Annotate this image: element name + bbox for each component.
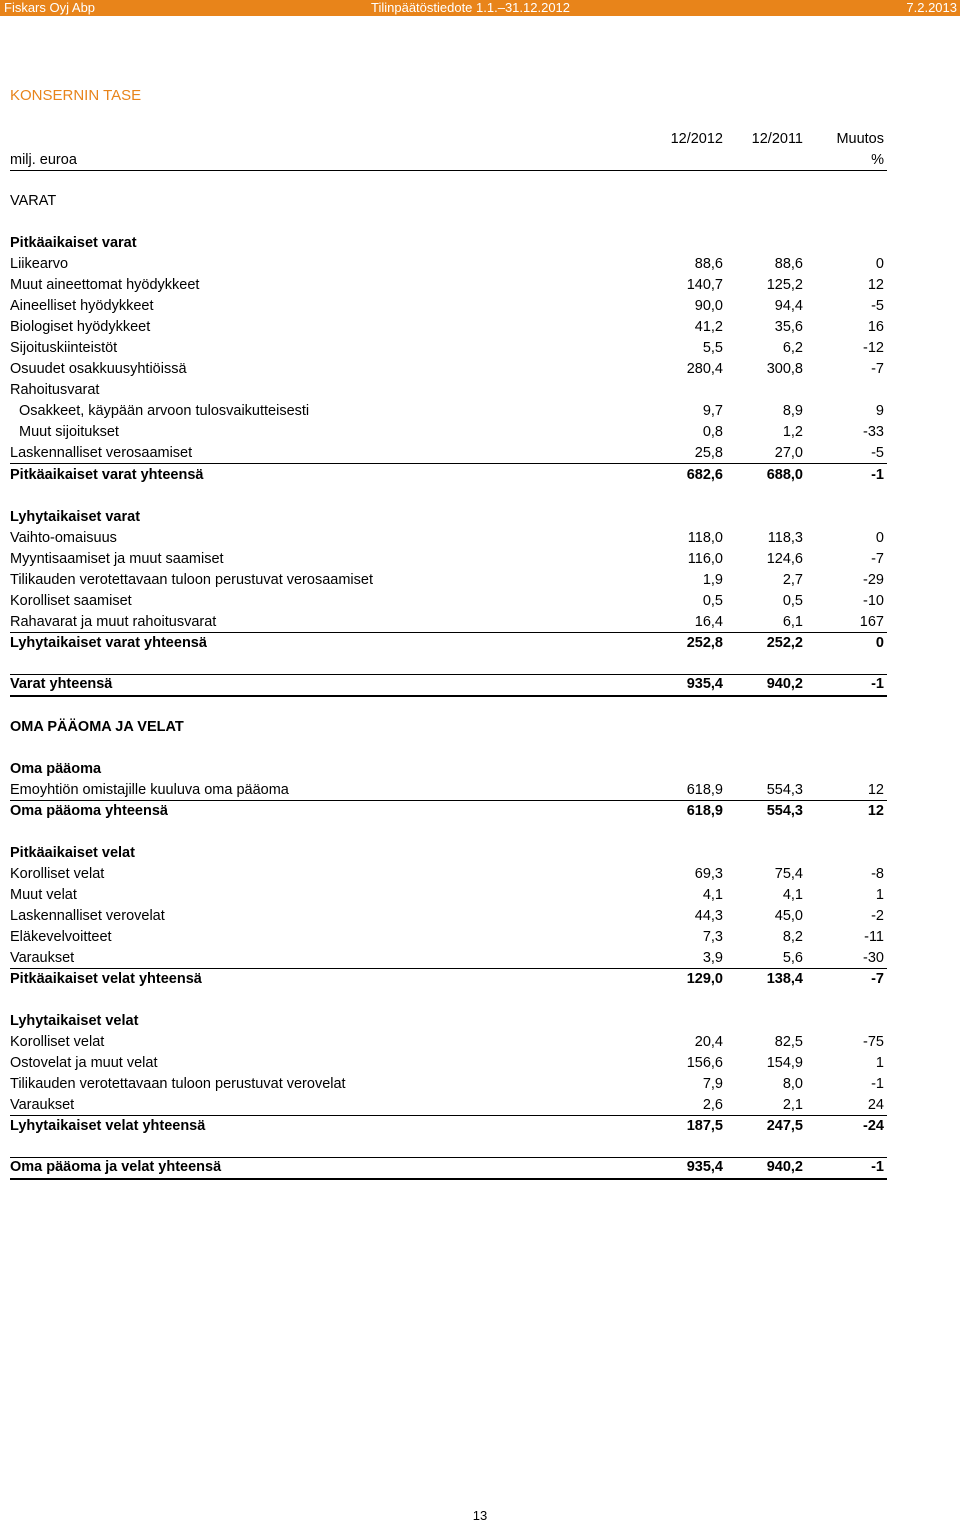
value-change: -33 <box>863 424 884 440</box>
value-2012: 41,2 <box>694 319 723 335</box>
column-header-unit: milj. euroa <box>10 152 77 168</box>
table-row <box>10 443 887 464</box>
value-change: 1 <box>875 1055 884 1071</box>
table-row <box>10 507 887 528</box>
table-row <box>10 1053 887 1074</box>
value-2012: 280,4 <box>686 361 723 377</box>
value-change: -5 <box>871 445 884 461</box>
row-label: Muut sijoitukset <box>19 424 119 440</box>
value-2012: 5,5 <box>702 340 723 356</box>
value-change: 0 <box>875 256 884 272</box>
row-label: Laskennalliset verosaamiset <box>10 445 193 461</box>
table-row <box>10 759 887 780</box>
value-2012: 935,4 <box>686 1159 723 1175</box>
value-change: 16 <box>867 319 884 335</box>
table-row <box>10 1032 887 1053</box>
table-row <box>10 380 887 401</box>
value-change: -11 <box>864 929 884 945</box>
value-2011: 2,7 <box>782 572 803 588</box>
row-label: Ostovelat ja muut velat <box>10 1055 158 1071</box>
row-label: Oma pääoma yhteensä <box>10 803 168 819</box>
value-2012: 0,8 <box>702 424 723 440</box>
table-row <box>10 591 887 612</box>
value-2012: 252,8 <box>686 635 723 651</box>
header-report-title: Tilinpäätöstiedote 1.1.–31.12.2012 <box>371 0 571 15</box>
row-label: Korolliset velat <box>10 866 105 882</box>
value-2011: 300,8 <box>766 361 803 377</box>
row-label: Pitkäaikaiset varat <box>10 235 137 251</box>
value-change: -30 <box>863 950 884 966</box>
table-row <box>10 296 887 317</box>
value-change: -1 <box>871 1159 884 1175</box>
row-label: Aineelliset hyödykkeet <box>10 298 154 314</box>
value-change: -5 <box>871 298 884 314</box>
value-2011: 154,9 <box>766 1055 803 1071</box>
row-label: Sijoituskiinteistöt <box>10 340 118 356</box>
value-change: -2 <box>871 908 884 924</box>
row-label: Laskennalliset verovelat <box>10 908 165 924</box>
row-label: Varaukset <box>10 1097 75 1113</box>
table-row <box>10 1095 887 1116</box>
table-row-total <box>10 1116 887 1137</box>
table-row <box>10 612 887 633</box>
value-2012: 7,3 <box>702 929 723 945</box>
table-row-total <box>10 969 887 990</box>
row-label: Korolliset velat <box>10 1034 105 1050</box>
row-label: Muut aineettomat hyödykkeet <box>10 277 200 293</box>
row-label: Biologiset hyödykkeet <box>10 319 151 335</box>
value-2011: 75,4 <box>774 866 803 882</box>
value-2011: 6,1 <box>782 614 803 630</box>
value-change: 12 <box>867 782 884 798</box>
value-2011: 554,3 <box>766 782 803 798</box>
value-2012: 1,9 <box>702 572 723 588</box>
column-header-2012: 12/2012 <box>670 131 723 147</box>
value-2012: 4,1 <box>702 887 723 903</box>
table-row <box>10 780 887 801</box>
page-header <box>0 0 960 16</box>
row-label: Tilikauden verotettavaan tuloon perustuvat verosaamiset <box>10 572 373 588</box>
row-label: Tilikauden verotettavaan tuloon perustuvat verovelat <box>10 1076 346 1092</box>
value-2011: 94,4 <box>774 298 803 314</box>
value-change: 9 <box>875 403 884 419</box>
value-change: -8 <box>871 866 884 882</box>
value-2011: 82,5 <box>774 1034 803 1050</box>
value-2012: 118,0 <box>687 530 723 546</box>
value-2012: 3,9 <box>702 950 723 966</box>
row-label: VARAT <box>10 193 57 209</box>
table-row <box>10 254 887 275</box>
table-row <box>10 549 887 570</box>
table-row <box>10 528 887 549</box>
value-2011: 0,5 <box>782 593 803 609</box>
row-label: Oma pääoma <box>10 761 102 777</box>
row-label: Eläkevelvoitteet <box>10 929 112 945</box>
header-company: Fiskars Oyj Abp <box>4 0 96 15</box>
value-2011: 8,2 <box>782 929 803 945</box>
value-2012: 7,9 <box>702 1076 723 1092</box>
value-change: -7 <box>871 551 884 567</box>
row-label: Pitkäaikaiset varat yhteensä <box>10 467 204 483</box>
row-label: Pitkäaikaiset velat yhteensä <box>10 971 202 987</box>
value-2011: 27,0 <box>774 445 803 461</box>
value-2011: 4,1 <box>782 887 803 903</box>
value-2011: 554,3 <box>766 803 803 819</box>
value-2011: 118,3 <box>767 530 803 546</box>
value-2011: 125,2 <box>766 277 803 293</box>
table-row <box>10 717 887 738</box>
value-2012: 618,9 <box>686 803 723 819</box>
value-change: -24 <box>863 1118 884 1134</box>
value-2012: 9,7 <box>702 403 723 419</box>
value-2012: 682,6 <box>686 467 723 483</box>
row-label: Lyhytaikaiset varat <box>10 509 141 525</box>
value-change: 0 <box>875 530 884 546</box>
value-change: -7 <box>871 361 884 377</box>
table-row <box>10 948 887 969</box>
table-row <box>10 885 887 906</box>
value-2012: 0,5 <box>702 593 723 609</box>
value-2011: 124,6 <box>766 551 803 567</box>
value-2012: 156,6 <box>686 1055 723 1071</box>
row-label: Muut velat <box>10 887 77 903</box>
table-row-total <box>10 801 887 822</box>
value-change: -1 <box>871 676 884 692</box>
value-2011: 45,0 <box>774 908 803 924</box>
value-2012: 187,5 <box>686 1118 723 1134</box>
table-row <box>10 275 887 296</box>
row-label: Varat yhteensä <box>10 676 113 692</box>
value-2011: 35,6 <box>774 319 803 335</box>
value-change: -12 <box>863 340 884 356</box>
row-label: Vaihto-omaisuus <box>10 530 117 546</box>
value-2011: 2,1 <box>782 1097 803 1113</box>
row-label: Oma pääoma ja velat yhteensä <box>10 1159 222 1175</box>
value-2012: 2,6 <box>702 1097 723 1113</box>
column-header-2011: 12/2011 <box>751 131 803 147</box>
row-label: Lyhytaikaiset varat yhteensä <box>10 635 207 651</box>
table-row <box>10 864 887 885</box>
value-2012: 129,0 <box>686 971 723 987</box>
table-row <box>10 570 887 591</box>
row-label: Lyhytaikaiset velat yhteensä <box>10 1118 206 1134</box>
value-2012: 44,3 <box>694 908 723 924</box>
value-2011: 88,6 <box>774 256 803 272</box>
value-2011: 252,2 <box>766 635 803 651</box>
row-label: Osakkeet, käypään arvoon tulosvaikutteisesti <box>19 403 310 419</box>
value-2012: 88,6 <box>694 256 723 272</box>
table-row <box>10 1074 887 1095</box>
value-2011: 940,2 <box>766 676 803 692</box>
value-2012: 69,3 <box>694 866 723 882</box>
table-row <box>10 317 887 338</box>
value-2012: 935,4 <box>686 676 723 692</box>
value-change: -10 <box>863 593 884 609</box>
value-change: 167 <box>859 614 884 630</box>
value-2012: 16,4 <box>694 614 723 630</box>
value-2011: 247,5 <box>766 1118 803 1134</box>
table-row <box>10 422 887 443</box>
value-2011: 688,0 <box>766 467 803 483</box>
value-2011: 6,2 <box>782 340 803 356</box>
header-divider <box>10 170 887 171</box>
header-date: 7.2.2013 <box>906 0 957 15</box>
value-2011: 138,4 <box>766 971 803 987</box>
table-row <box>10 927 887 948</box>
value-2012: 618,9 <box>686 782 723 798</box>
row-label: Rahoitusvarat <box>10 382 100 398</box>
row-label: Liikearvo <box>10 256 69 272</box>
value-2012: 116,0 <box>687 551 723 567</box>
table-row <box>10 1011 887 1032</box>
value-change: -7 <box>871 971 884 987</box>
table-row-total <box>10 465 887 486</box>
table-row <box>10 233 887 254</box>
table-row <box>10 843 887 864</box>
value-2012: 20,4 <box>694 1034 723 1050</box>
row-label: OMA PÄÄOMA JA VELAT <box>10 719 184 735</box>
row-label: Varaukset <box>10 950 75 966</box>
value-change: 12 <box>867 277 884 293</box>
value-change: -1 <box>871 467 884 483</box>
table-row <box>10 401 887 422</box>
column-header-change: Muutos <box>836 131 884 147</box>
table-row-grand-total <box>10 674 887 695</box>
page-title: KONSERNIN TASE <box>10 87 142 104</box>
value-change: -29 <box>863 572 884 588</box>
value-2012: 25,8 <box>694 445 723 461</box>
value-change: 0 <box>875 635 884 651</box>
table-row-grand-total <box>10 1157 887 1178</box>
value-change: -1 <box>871 1076 884 1092</box>
value-2011: 940,2 <box>766 1159 803 1175</box>
row-label: Pitkäaikaiset velat <box>10 845 135 861</box>
page-number: 13 <box>472 1508 488 1523</box>
value-2011: 5,6 <box>782 950 803 966</box>
value-2012: 90,0 <box>694 298 723 314</box>
value-2011: 8,9 <box>782 403 803 419</box>
value-2011: 1,2 <box>782 424 803 440</box>
value-2011: 8,0 <box>782 1076 803 1092</box>
row-label: Myyntisaamiset ja muut saamiset <box>10 551 224 567</box>
value-2012: 140,7 <box>686 277 723 293</box>
value-change: 1 <box>875 887 884 903</box>
column-header-change-unit: % <box>871 152 884 168</box>
table-row <box>10 338 887 359</box>
row-label: Korolliset saamiset <box>10 593 132 609</box>
table-row <box>10 906 887 927</box>
value-change: 24 <box>867 1097 884 1113</box>
row-label: Rahavarat ja muut rahoitusvarat <box>10 614 217 630</box>
table-row-total <box>10 633 887 654</box>
table-row <box>10 359 887 380</box>
value-change: 12 <box>867 803 884 819</box>
value-change: -75 <box>863 1034 884 1050</box>
row-label: Lyhytaikaiset velat <box>10 1013 139 1029</box>
table-row <box>10 191 887 212</box>
row-label: Osuudet osakkuusyhtiöissä <box>10 361 187 377</box>
row-label: Emoyhtiön omistajille kuuluva oma pääoma <box>10 782 289 798</box>
